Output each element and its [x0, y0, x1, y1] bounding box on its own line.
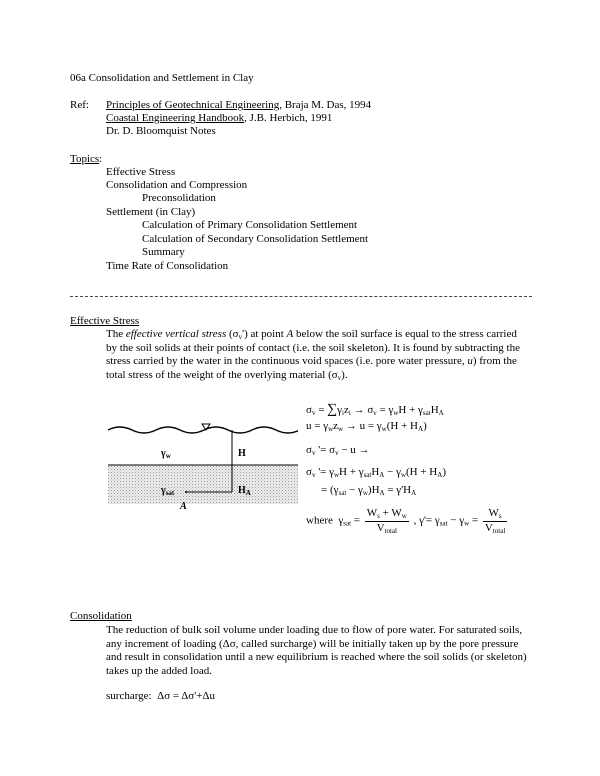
- ref-item-1: [106, 99, 371, 113]
- point-a-marker: [185, 491, 187, 493]
- topic-subitem: Summary: [142, 246, 185, 258]
- dashed-divider: [70, 296, 532, 297]
- water-unit-weight-label: $\gamma_w$: [161, 448, 171, 460]
- consolidation-heading: Consolidation: [70, 610, 132, 622]
- es-text-4: ) from the total stress of the weight of the overlying material (σ: [106, 355, 517, 381]
- saturated-weight-fraction: $\frac{W_s + W_w}{V_{total}}$: [366, 507, 407, 535]
- topics-label: Topics: [70, 153, 100, 165]
- equation-effective-expanded: $\sigma_v$ '= $\gamma_wH + \gamma_{sat}H_A - \gamma_w(H + H_A)$: [306, 466, 446, 479]
- equation-total-stress: $\sigma_v = \sum\gamma_iz_i \to \sigma_v = \gamma_wH + \gamma_{sat}H_A$: [306, 402, 444, 417]
- topic-item: Settlement (in Clay): [106, 206, 196, 218]
- effective-stress-paragraph: The effective vertical stress $(\sigma_v')$ at point A below the soil surface is equal to the stress carried by the soil solids at their points of contact (i.e. the soil skeleton). It is found by subtracting the stress carried by the water in the continuous void spaces (i.e. pore water pressure, u) from the total stress of the weight of the overlying material $(\sigma_v)$.: [106, 328, 520, 382]
- topic-subitem: Preconsolidation: [142, 192, 216, 204]
- ref-title-1: Principles of Geotechnical Engineering: [106, 99, 280, 111]
- es-u: u: [467, 355, 473, 367]
- es-term: effective vertical stress: [125, 328, 227, 340]
- ref-item-3: Dr. D. Bloomquist Notes: [106, 125, 216, 137]
- point-a-label: A: [180, 501, 187, 512]
- topic-item: Consolidation and Compression: [106, 179, 248, 191]
- soil-unit-weight-label: $\gamma_{sat}$: [161, 485, 175, 497]
- topic-item: Effective Stress: [106, 166, 176, 178]
- surcharge-equation: [106, 690, 215, 704]
- topic-subitem: Calculation of Primary Consolidation Settlement: [142, 219, 358, 231]
- topics-colon: :: [99, 153, 103, 165]
- equation-effective-simplified: = $(\gamma_{sat} - \gamma_w)H_A = \gamma'H_A$: [321, 484, 417, 497]
- es-text-2b: ') at point: [242, 328, 287, 340]
- buoyant-weight-fraction: $\frac{W_s}{V_{total}}$: [484, 507, 506, 535]
- topics-heading: [70, 153, 102, 167]
- ref-title-2: Coastal Engineering Handbook: [106, 112, 245, 124]
- ref-rest-2: , J.B. Herbich, 1991: [244, 112, 333, 124]
- equation-unit-weights: where $\gamma_{sat}$ = $\frac{W_s + W_w}{V_{total}}$ , $\gamma'= \gamma_{sat} - \gamma_w$ = $\frac{W_s}{V_{total}}$: [306, 507, 506, 535]
- es-text-3: below the soil surface is equal to the stress carried by the soil solids at their points of contact (i.e. the soil skeleton). It is found by subtracting the stress carried by the water in the continuous void spaces (i.e. pore water pressure,: [106, 328, 520, 367]
- es-text-1: The: [106, 328, 126, 340]
- es-point-a: A: [286, 328, 294, 340]
- soil-layer: [108, 465, 298, 504]
- depth-h-label: H: [238, 448, 246, 459]
- topic-item: Time Rate of Consolidation: [106, 260, 229, 272]
- depth-ha-label: $H_A$: [238, 485, 251, 497]
- ref-rest-1: , Braja M. Das, 1994: [279, 99, 372, 111]
- page-title: 06a Consolidation and Settlement in Clay: [70, 72, 254, 84]
- ref-item-2: [106, 112, 332, 126]
- equation-pore-pressure: $u = \gamma_wz_w \to u = \gamma_w(H + H_A)$: [306, 420, 427, 433]
- soil-profile-diagram: [108, 418, 298, 504]
- water-surface-wave: [108, 427, 298, 433]
- topic-subitem: Calculation of Secondary Consolidation Settlement: [142, 233, 369, 245]
- surcharge-formula: Δσ = Δσ'+Δu: [157, 690, 215, 702]
- ref-label: Ref:: [70, 99, 89, 111]
- effective-stress-heading: Effective Stress: [70, 315, 140, 327]
- water-level-triangle-icon: [202, 424, 210, 430]
- equation-effective-stress: $\sigma_v$ '= $\sigma_v - u$ →: [306, 444, 370, 457]
- surcharge-label: surcharge:: [106, 690, 152, 702]
- es-text-5: ).: [341, 368, 348, 381]
- where-label: where: [306, 514, 333, 527]
- es-text-2: (σ: [226, 328, 239, 340]
- consolidation-paragraph: The reduction of bulk soil volume under loading due to flow of pore water. For saturated soils, any increment of loading (Δσ, called surcharge) will be initially taken up by the pore pressure and result in consolidation until a new equilibrium is reached where the soil solids (or skeleton) takes up the added load.: [106, 624, 527, 677]
